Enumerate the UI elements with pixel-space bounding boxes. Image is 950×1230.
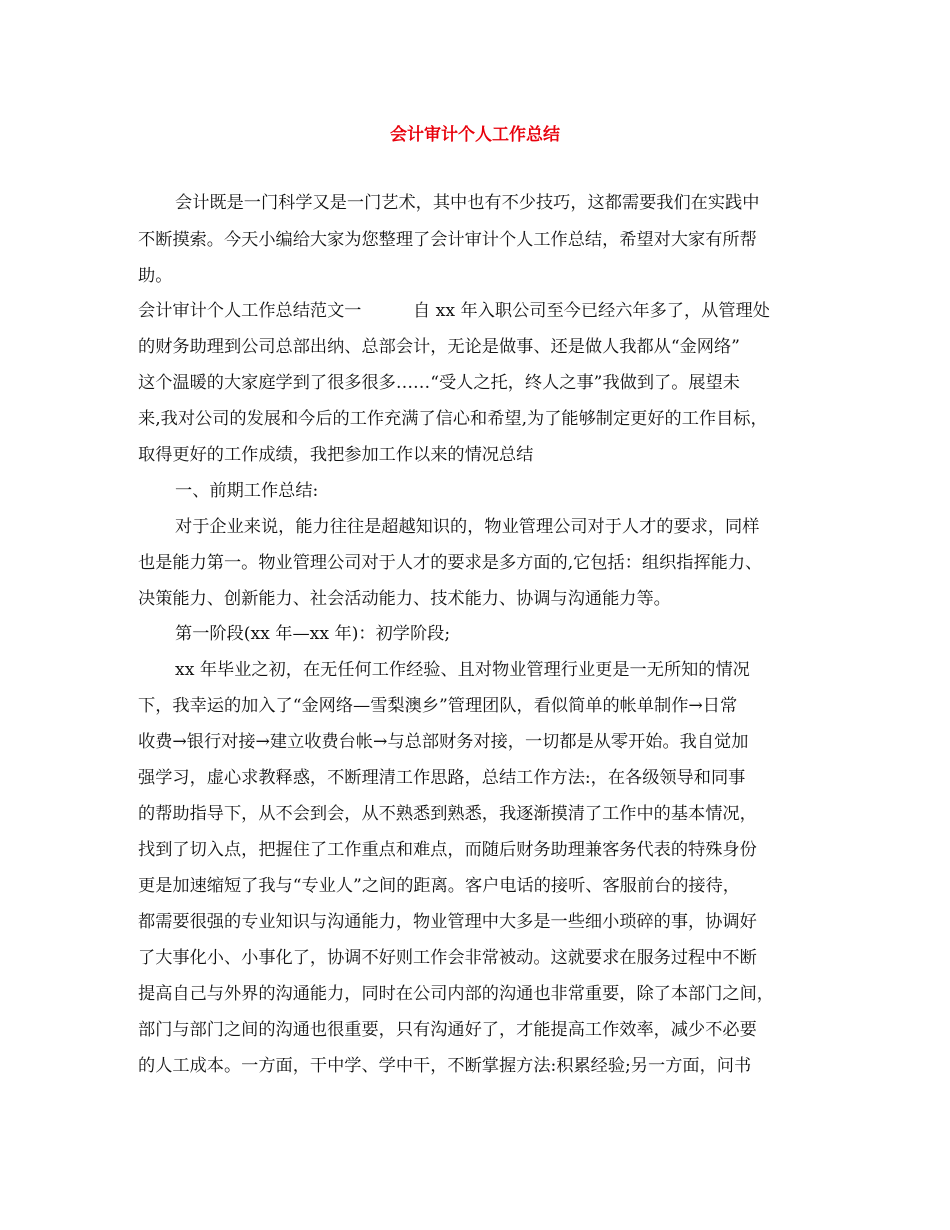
text-line: 不断摸索。今天小编给大家为您整理了会计审计个人工作总结，希望对大家有所帮 <box>138 230 757 250</box>
text-line: 决策能力、创新能力、社会活动能力、技术能力、协调与沟通能力等。 <box>138 589 671 609</box>
text-line: 这个温暖的大家庭学到了很多很多……“受人之托，终人之事”我做到了。展望未 <box>138 373 740 393</box>
text-line: 了大事化小、小事化了，协调不好则工作会非常被动。这就要求在服务过程中不断 <box>138 948 757 968</box>
text-line: 会计审计个人工作总结范文一 自 xx 年入职公司至今已经六年多了，从管理处 <box>138 301 770 321</box>
text-line: 对于企业来说，能力往往是超越知识的，物业管理公司对于人才的要求，同样 <box>175 517 760 537</box>
text-line: 都需要很强的专业知识与沟通能力，物业管理中大多是一些细小琐碎的事，协调好 <box>138 912 757 932</box>
text-line: 助。 <box>138 266 173 286</box>
text-line: 取得更好的工作成绩，我把参加工作以来的情况总结 <box>138 445 534 465</box>
text-line: 收费→银行对接→建立收费台帐→与总部财务对接，一切都是从零开始。我自觉加 <box>138 732 749 752</box>
text-line: 的帮助指导下，从不会到会，从不熟悉到熟悉，我逐渐摸清了工作中的基本情况， <box>138 804 757 824</box>
text-line: 也是能力第一。物业管理公司对于人才的要求是多方面的,它包括：组织指挥能力、 <box>138 553 763 573</box>
document-title: 会计审计个人工作总结 <box>390 125 560 145</box>
text-line: xx 年毕业之初，在无任何工作经验、且对物业管理行业更是一无所知的情况 <box>175 660 750 680</box>
section-heading: 一、前期工作总结: <box>175 481 319 501</box>
text-line: 的财务助理到公司总部出纳、总部会计，无论是做事、还是做人我都从“金网络” <box>138 337 740 357</box>
text-line: 提高自己与外界的沟通能力，同时在公司内部的沟通也非常重要，除了本部门之间， <box>138 984 774 1004</box>
stage-heading: 第一阶段(xx 年—xx 年)：初学阶段; <box>175 624 451 644</box>
text-line: 找到了切入点，把握住了工作重点和难点，而随后财务助理兼客务代表的特殊身份 <box>138 840 757 860</box>
text-line: 来,我对公司的发展和今后的工作充满了信心和希望,为了能够制定更好的工作目标， <box>138 409 768 429</box>
text-line: 部门与部门之间的沟通也很重要，只有沟通好了，才能提高工作效率，减少不必要 <box>138 1020 757 1040</box>
text-line: 下，我幸运的加入了“金网络—雪梨澳乡”管理团队，看似简单的帐单制作→日常 <box>138 696 738 716</box>
text-line: 的人工成本。一方面，干中学、学中干，不断掌握方法:积累经验;另一方面，问书 <box>138 1056 752 1076</box>
text-line: 强学习，虚心求教释惑，不断理清工作思路，总结工作方法:，在各级领导和同事 <box>138 768 746 788</box>
text-line: 会计既是一门科学又是一门艺术，其中也有不少技巧，这都需要我们在实践中 <box>175 193 760 213</box>
text-line: 更是加速缩短了我与“专业人”之间的距离。客户电话的接听、客服前台的接待， <box>138 876 740 896</box>
